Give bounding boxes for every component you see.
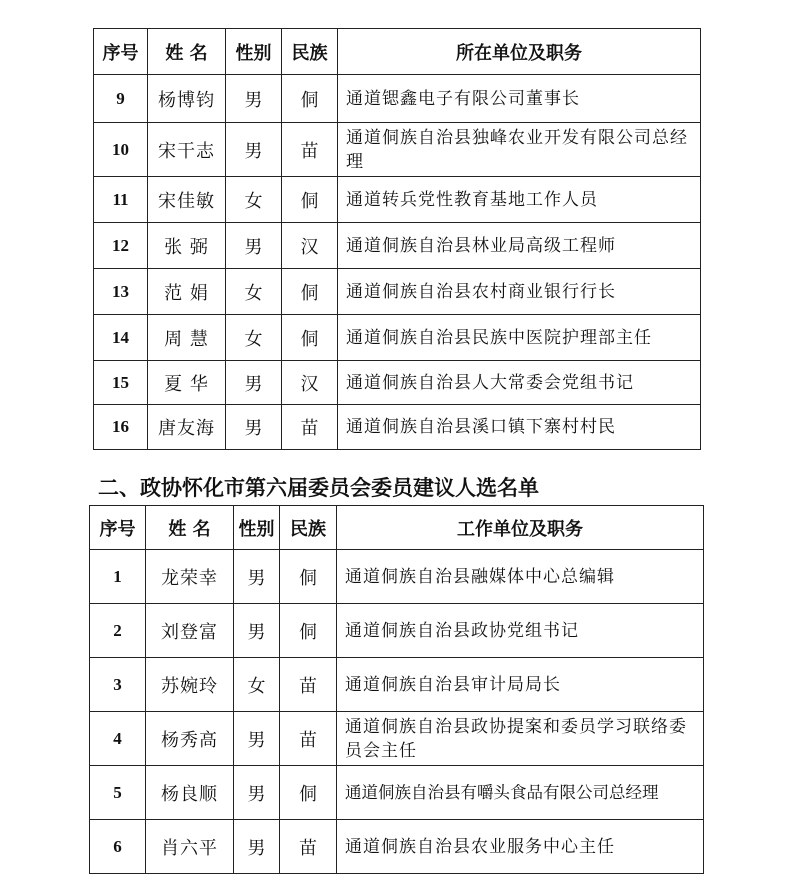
- row-ethnicity: 苗: [280, 712, 337, 766]
- row-seq: 10: [94, 123, 148, 177]
- row-ethnicity: 汉: [282, 223, 338, 269]
- member-table-1: [93, 28, 701, 450]
- row-name: 周 慧: [148, 315, 226, 361]
- row-gender: 女: [234, 658, 280, 712]
- table-row: [90, 820, 704, 874]
- header-gender: 性别: [226, 29, 282, 75]
- row-name: 苏婉玲: [146, 658, 234, 712]
- row-seq: 2: [90, 604, 146, 658]
- header-unit: 所在单位及职务: [338, 29, 701, 75]
- row-name: 唐友海: [148, 405, 226, 450]
- row-seq: 11: [94, 177, 148, 223]
- row-unit: 通道侗族自治县政协党组书记: [337, 604, 704, 658]
- header-seq: 序号: [94, 29, 148, 75]
- row-gender: 男: [234, 766, 280, 820]
- row-name: 杨博钧: [148, 75, 226, 123]
- row-name: 宋佳敏: [148, 177, 226, 223]
- table-row: [90, 550, 704, 604]
- row-name: 刘登富: [146, 604, 234, 658]
- row-ethnicity: 苗: [282, 123, 338, 177]
- row-unit: 通道侗族自治县林业局高级工程师: [338, 223, 701, 269]
- row-ethnicity: 侗: [280, 604, 337, 658]
- row-gender: 女: [226, 177, 282, 223]
- row-unit: 通道侗族自治县人大常委会党组书记: [338, 361, 701, 405]
- row-unit: 通道侗族自治县溪口镇下寨村村民: [338, 405, 701, 450]
- row-ethnicity: 苗: [280, 658, 337, 712]
- row-unit: 通道侗族自治县农村商业银行行长: [338, 269, 701, 315]
- table-row: [90, 766, 704, 820]
- row-gender: 男: [226, 123, 282, 177]
- row-seq: 12: [94, 223, 148, 269]
- header-gender: 性别: [234, 506, 280, 550]
- row-seq: 5: [90, 766, 146, 820]
- header-unit: 工作单位及职务: [337, 506, 704, 550]
- table-header-row: [90, 506, 704, 550]
- header-ethnicity: 民族: [282, 29, 338, 75]
- row-gender: 女: [226, 269, 282, 315]
- row-gender: 男: [234, 712, 280, 766]
- row-name: 杨秀高: [146, 712, 234, 766]
- header-name: 姓 名: [146, 506, 234, 550]
- row-seq: 16: [94, 405, 148, 450]
- table-row: [94, 269, 701, 315]
- row-seq: 3: [90, 658, 146, 712]
- row-ethnicity: 侗: [280, 550, 337, 604]
- table-header-row: [94, 29, 701, 75]
- row-gender: 男: [226, 361, 282, 405]
- row-gender: 男: [226, 75, 282, 123]
- table-row: [94, 315, 701, 361]
- table-row: [94, 123, 701, 177]
- table-row: [90, 658, 704, 712]
- row-seq: 4: [90, 712, 146, 766]
- row-name: 杨良顺: [146, 766, 234, 820]
- table-row: [94, 177, 701, 223]
- row-name: 范 娟: [148, 269, 226, 315]
- row-unit: 通道侗族自治县有嚼头食品有限公司总经理: [337, 766, 704, 820]
- row-gender: 男: [234, 550, 280, 604]
- row-unit: 通道侗族自治县农业服务中心主任: [337, 820, 704, 874]
- row-gender: 女: [226, 315, 282, 361]
- row-gender: 男: [226, 405, 282, 450]
- table-row: [90, 712, 704, 766]
- row-seq: 6: [90, 820, 146, 874]
- section-title: 二、政协怀化市第六届委员会委员建议人选名单: [98, 476, 539, 500]
- table-row: [94, 75, 701, 123]
- row-gender: 男: [234, 820, 280, 874]
- row-name: 龙荣幸: [146, 550, 234, 604]
- row-name: 肖六平: [146, 820, 234, 874]
- row-name: 夏 华: [148, 361, 226, 405]
- row-seq: 15: [94, 361, 148, 405]
- table-row: [90, 604, 704, 658]
- row-seq: 1: [90, 550, 146, 604]
- row-unit: 通道侗族自治县政协提案和委员学习联络委员会主任: [337, 712, 704, 766]
- row-seq: 14: [94, 315, 148, 361]
- row-name: 张 弼: [148, 223, 226, 269]
- row-unit: 通道转兵党性教育基地工作人员: [338, 177, 701, 223]
- row-unit: 通道侗族自治县融媒体中心总编辑: [337, 550, 704, 604]
- table-row: [94, 405, 701, 450]
- row-unit: 通道侗族自治县审计局局长: [337, 658, 704, 712]
- row-ethnicity: 侗: [280, 766, 337, 820]
- header-name: 姓 名: [148, 29, 226, 75]
- header-ethnicity: 民族: [280, 506, 337, 550]
- row-ethnicity: 侗: [282, 315, 338, 361]
- row-ethnicity: 苗: [280, 820, 337, 874]
- row-unit: 通道侗族自治县独峰农业开发有限公司总经理: [338, 123, 701, 177]
- row-gender: 男: [234, 604, 280, 658]
- row-ethnicity: 侗: [282, 177, 338, 223]
- row-name: 宋干志: [148, 123, 226, 177]
- row-ethnicity: 汉: [282, 361, 338, 405]
- table-row: [94, 223, 701, 269]
- row-seq: 13: [94, 269, 148, 315]
- row-unit: 通道侗族自治县民族中医院护理部主任: [338, 315, 701, 361]
- row-gender: 男: [226, 223, 282, 269]
- row-seq: 9: [94, 75, 148, 123]
- member-table-2: [89, 505, 704, 874]
- header-seq: 序号: [90, 506, 146, 550]
- row-ethnicity: 侗: [282, 269, 338, 315]
- row-ethnicity: 苗: [282, 405, 338, 450]
- row-ethnicity: 侗: [282, 75, 338, 123]
- row-unit: 通道锶鑫电子有限公司董事长: [338, 75, 701, 123]
- table-row: [94, 361, 701, 405]
